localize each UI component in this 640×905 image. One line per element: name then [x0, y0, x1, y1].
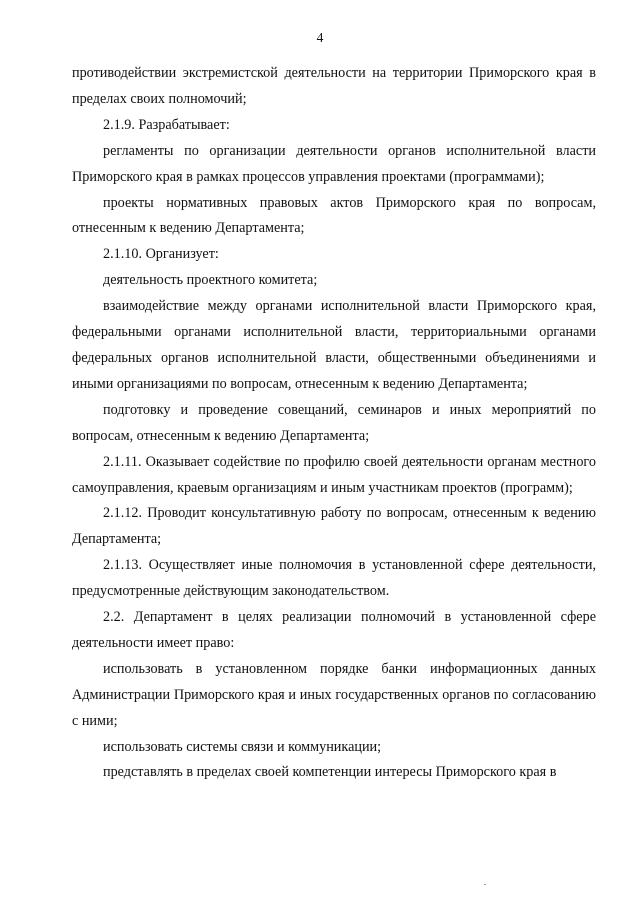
paragraph-communications: использовать системы связи и коммуникации; [103, 738, 382, 755]
paragraph-draft-acts: проекты нормативных правовых актов Приморского края по вопросам, отнесенным к ведению Департамента; [72, 194, 596, 237]
paragraph-regulations: регламенты по организации деятельности органов исполнительной власти Приморского края в рамках процессов управления проектами (программами); [72, 142, 596, 185]
paragraph-2-1-13: 2.1.13. Осуществляет иные полномочия в установленной сфере деятельности, предусмотренные действующим законодательством. [72, 557, 596, 600]
paragraph-2-1-11: 2.1.11. Оказывает содействие по профилю своей деятельности органам местного самоуправления, краевым организациям и иным участникам проектов (программ); [72, 453, 596, 496]
document-body [72, 61, 596, 786]
paragraph-represent-interests: представлять в пределах своей компетенции интересы Приморского края в [103, 764, 557, 781]
page-number: 4 [316, 30, 324, 45]
paragraph-continuation: противодействии экстремистской деятельности на территории Приморского края в пределах своих полномочий; [72, 65, 596, 107]
paragraph-2-1-10: 2.1.10. Организует: [103, 246, 219, 263]
paragraph-2-1-9: 2.1.9. Разрабатывает: [103, 116, 230, 133]
paragraph-2-2: 2.2. Департамент в целях реализации полномочий в установленной сфере деятельности имеет право: [72, 609, 596, 651]
paragraph-project-committee: деятельность проектного комитета; [103, 272, 318, 289]
paragraph-interaction: взаимодействие между органами исполнительной власти Приморского края, федеральными органами исполнительной власти, территориальными органами федеральных органов исполнительной власти, общественными объединениями и иными организациями по вопросам, отнесенным к ведению Департамента; [72, 298, 596, 392]
scan-speck [484, 884, 486, 885]
paragraph-data-banks: использовать в установленном порядке банки информационных данных Администрации Приморского края и иных государственных органов по согласованию с ними; [72, 660, 596, 729]
paragraph-2-1-12: 2.1.12. Проводит консультативную работу по вопросам, отнесенным к ведению Департамента; [72, 505, 596, 548]
paragraph-meetings: подготовку и проведение совещаний, семинаров и иных мероприятий по вопросам, отнесенным к ведению Департамента; [72, 401, 596, 444]
